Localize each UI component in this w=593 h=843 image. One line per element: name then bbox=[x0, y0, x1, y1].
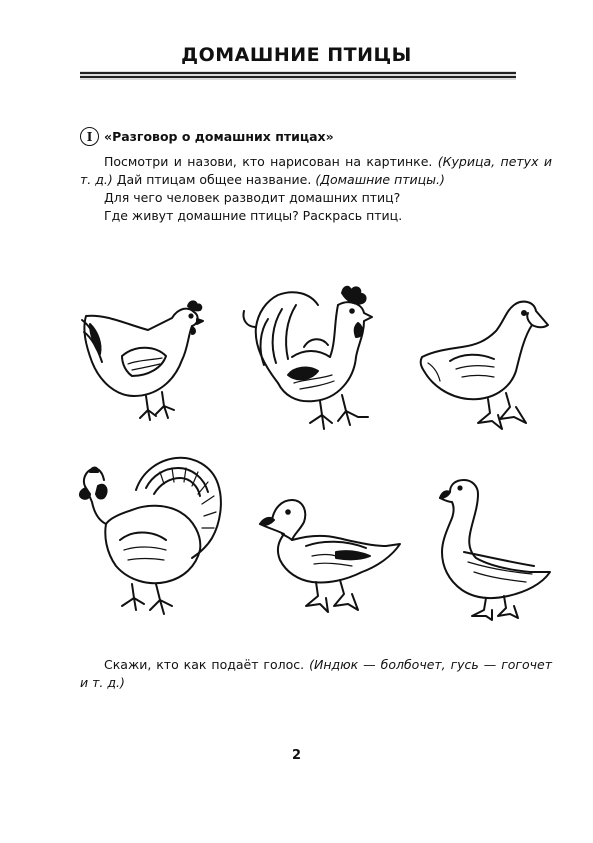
turkey-icon bbox=[76, 454, 226, 620]
voice-hint: (Индюк — болбочет, гусь — гогочет и т. д.) bbox=[80, 657, 552, 690]
question-purpose: Для чего человек разводит домашних птиц? bbox=[104, 190, 401, 205]
voice-question bbox=[80, 656, 552, 692]
rooster-icon bbox=[238, 283, 388, 433]
intro-text-2: Дай птицам общее название. bbox=[112, 172, 316, 187]
decorative-divider bbox=[80, 71, 516, 80]
intro-hint: (Курица, петух и т. д.) bbox=[80, 154, 552, 187]
section-numeral-icon: I bbox=[80, 127, 99, 146]
goose-white-icon bbox=[416, 297, 554, 435]
intro-hint-2: (Домашние птицы.) bbox=[315, 172, 445, 187]
section-title: «Разговор о домашних птицах» bbox=[104, 129, 334, 144]
page-title: ДОМАШНИЕ ПТИЦЫ bbox=[181, 44, 412, 66]
duck-icon bbox=[256, 494, 404, 620]
hen-icon bbox=[76, 296, 204, 430]
intro-paragraph bbox=[80, 153, 552, 189]
voice-text: Скажи, кто как подаёт голос. bbox=[104, 657, 310, 672]
goose-icon bbox=[434, 478, 554, 620]
question-habitat: Где живут домашние птицы? Раскрась птиц. bbox=[104, 208, 403, 223]
page-number: 2 bbox=[291, 748, 302, 763]
intro-text: Посмотри и назови, кто нарисован на картинке. bbox=[104, 154, 438, 169]
section-heading bbox=[80, 127, 334, 146]
